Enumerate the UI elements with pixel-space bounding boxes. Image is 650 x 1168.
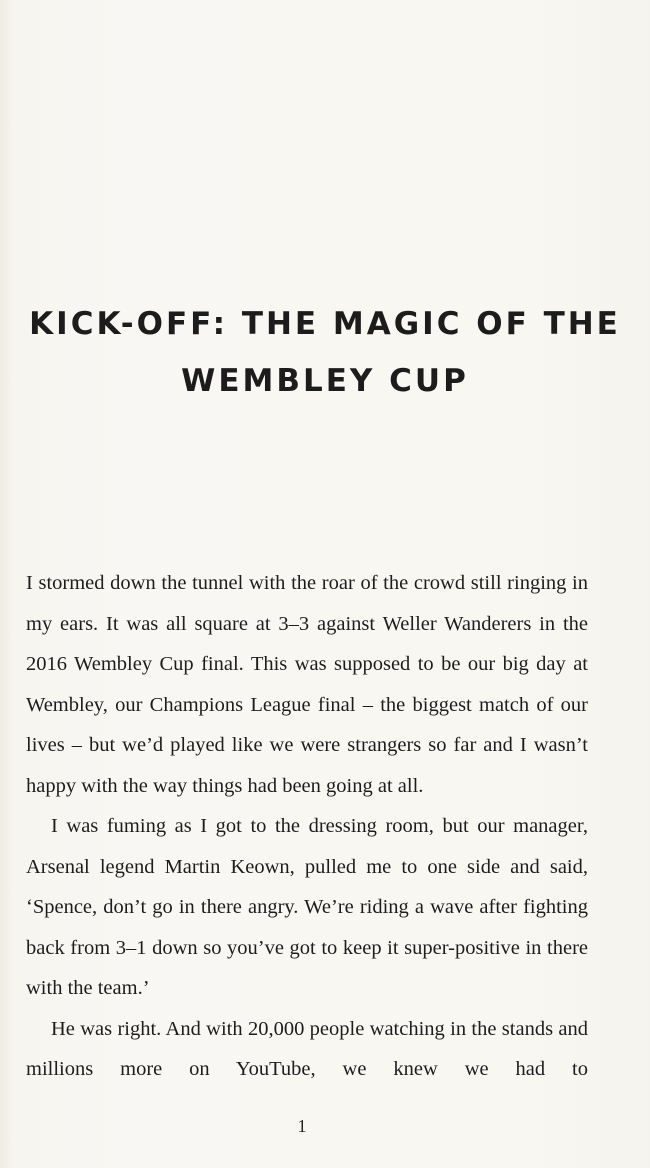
chapter-title-line-1: KICK-OFF: THE MAGIC OF THE — [29, 306, 621, 342]
chapter-body — [26, 563, 588, 1090]
page-number: 1 — [297, 1116, 307, 1136]
chapter-title — [0, 296, 650, 410]
paragraph-2: I was fuming as I got to the dressing room, but our manager, Arsenal legend Martin Keown, pulled me to one side and said, ‘Spence, don’t go in there angry. We’re riding a wave after fighting back from 3–1 down so you’ve got to keep it super-positive in there with the team.’ — [26, 815, 588, 999]
paragraph-1: I stormed down the tunnel with the roar of the crowd still ringing in my ears. It was all square at 3–3 against Weller Wanderers in the 2016 Wembley Cup final. This was supposed to be our big day at Wembley, our Champions League final – the biggest match of our lives – but we’d played like we were strangers so far and I wasn’t happy with the way things had been going at all. — [26, 572, 588, 797]
paragraph-3: He was right. And with 20,000 people watching in the stands and millions more on YouTube, we knew we had to — [26, 1017, 588, 1080]
chapter-title-line-2: WEMBLEY CUP — [181, 363, 469, 399]
